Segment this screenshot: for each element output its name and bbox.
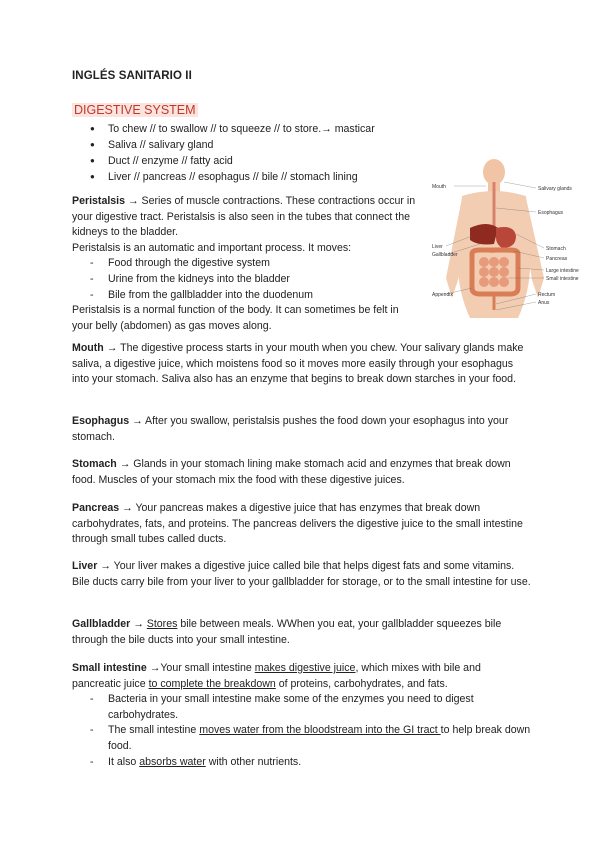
definition-text: Your liver makes a digestive juice called bile that helps digest fats and some vitamins. Bile ducts carry bile from your liver to your gallbladder for storage, or to the small intestine for use. (72, 560, 531, 588)
section-heading: DIGESTIVE SYSTEM (74, 103, 196, 117)
list-item (72, 755, 532, 771)
term: Pancreas (72, 502, 120, 514)
figure-label: Pancreas (546, 256, 568, 262)
digestive-system-diagram (432, 158, 580, 320)
figure-label: Liver (432, 244, 443, 250)
small-intestine-list (72, 692, 532, 770)
term: Small intestine (72, 662, 147, 674)
definition-text: The digestive process starts in your mouth when you chew. Your salivary glands make saliva, a digestive juice, which moistens food so it moves more easily through your esophagus into your stomach. Saliva also has an enzyme that begins to break down starches in your food. (72, 342, 524, 386)
figure-label: Small intestine (546, 276, 579, 282)
text-fragment: Bacteria in your small intestine make some of the enzymes you need to digest carbohydrates. (108, 693, 474, 721)
vocab-list (90, 121, 375, 185)
arrow: → (132, 415, 143, 427)
list-item (72, 723, 532, 754)
underlined-text: moves water from the bloodstream into the GI tract (199, 724, 441, 737)
arrow: → (149, 662, 161, 674)
figure-label: Salivary glands (538, 186, 572, 192)
list-item: ● Liver // pancreas // esophagus // bile // stomach lining (90, 169, 375, 185)
text-fragment: with other nutrients. (205, 755, 302, 768)
underlined-text: to complete the breakdown (148, 677, 276, 690)
list-item: ● Duct // enzyme // fatty acid (90, 153, 375, 169)
text-fragment: of proteins, carbohydrates, and fats. (275, 677, 448, 690)
list-item: ● To chew // to swallow // to squeeze // to store.→ masticar (90, 121, 375, 137)
underlined-text: absorbs water (139, 755, 206, 768)
list-item: - Bile from the gallbladder into the duodenum (72, 288, 422, 304)
arrow: → (100, 560, 111, 572)
definition-text: Glands in your stomach lining make stomach acid and enzymes that break down food. Muscles of your stomach mix the food with these digestive juices. (72, 458, 511, 486)
arrow: → (133, 618, 144, 630)
definition-text: After you swallow, peristalsis pushes the food down your esophagus into your stomach. (72, 415, 509, 443)
term: Esophagus (72, 415, 130, 427)
text-fragment: to help break down food. (108, 724, 531, 752)
definition-text: Series of muscle contractions. These contractions occur in your digestive tract. Peristalsis is also seen in the tubes that connect the kidneys to the bladder. (72, 195, 416, 239)
figure-label: Gallbladder (432, 252, 458, 258)
arrow: → (106, 342, 118, 354)
peristalsis-list (72, 256, 422, 303)
figure-label: Rectum (538, 292, 556, 298)
small-intestine-shape (479, 257, 509, 287)
figure-label: Stomach (546, 246, 566, 252)
list-item: - Food through the digestive system (72, 256, 422, 272)
page-title: INGLÉS SANITARIO II (72, 70, 192, 82)
head-shape (483, 159, 505, 185)
list-item (72, 692, 532, 723)
figure-label: Anus (538, 300, 550, 306)
term: Mouth (72, 342, 104, 354)
esophagus-section (72, 414, 532, 445)
stomach-section (72, 457, 532, 488)
text-fragment: , which mixes with bile and pancreatic juice (72, 662, 481, 690)
pancreas-section (72, 501, 532, 548)
peristalsis-definition (72, 194, 422, 241)
term: Liver (72, 560, 98, 572)
list-item: ● Saliva // salivary gland (90, 137, 375, 153)
underlined-text: makes digestive juice (254, 662, 356, 674)
gallbladder-section (72, 617, 532, 648)
peristalsis-note: Peristalsis is a normal function of the body. It can sometimes be felt in your belly (abdomen) as gas moves along. (72, 304, 399, 332)
arrow: → (119, 458, 131, 470)
text-fragment: Your small intestine (160, 662, 255, 674)
mouth-section (72, 341, 532, 388)
liver-shape (470, 224, 498, 245)
peristalsis-section (72, 194, 422, 334)
list-item: - Urine from the kidneys into the bladder (72, 272, 422, 288)
term: Gallbladder (72, 618, 131, 630)
figure-label: Large intestine (546, 268, 579, 274)
peristalsis-text: Peristalsis is an automatic and important process. It moves: (72, 241, 352, 254)
figure-label: Esophagus (538, 210, 564, 216)
arrow: → (122, 502, 133, 514)
text-fragment: It also (108, 755, 140, 768)
liver-section (72, 559, 532, 590)
underlined-text: Stores (146, 618, 178, 630)
small-intestine-section (72, 661, 532, 770)
figure-label: Mouth (432, 184, 446, 190)
arrow: → (127, 195, 139, 207)
figure-label: Appendix (432, 292, 453, 298)
term: Peristalsis (72, 195, 126, 207)
small-intestine-definition (72, 661, 532, 692)
term: Stomach (72, 458, 117, 470)
definition-text: bile between meals. WWhen you eat, your gallbladder squeezes bile through the bile ducts into your small intestine. (72, 618, 502, 646)
definition-text: Your pancreas makes a digestive juice that has enzymes that break down carbohydrates, fats, and proteins. The pancreas delivers the digestive juice to the small intestine through small tubes called ducts. (72, 502, 523, 546)
text-fragment: The small intestine (108, 724, 200, 737)
